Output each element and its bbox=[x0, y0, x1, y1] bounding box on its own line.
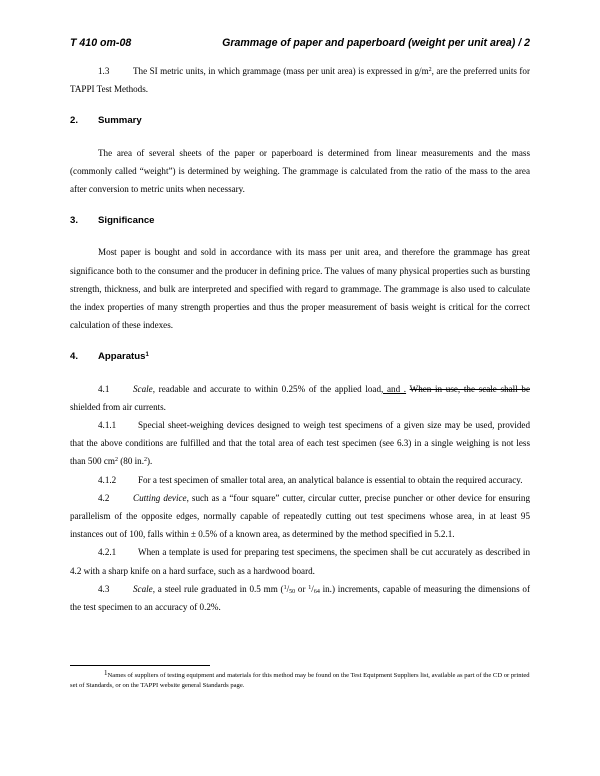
paragraph-1-3: 1.3 The SI metric units, in which grammage (mass per unit area) is expressed in $g/m^2$, are the preferred units for TAPPI Test Methods. bbox=[70, 62, 530, 98]
footnote-mark: 1 bbox=[104, 669, 108, 677]
section-heading-summary: 2. Summary bbox=[70, 115, 142, 127]
section-heading-significance: 3. Significance bbox=[70, 215, 155, 227]
footnote bbox=[70, 668, 530, 691]
paragraph-4-1-2: 4.1.2 For a test specimen of smaller total area, an analytical balance is essential to obtain the required accuracy. bbox=[98, 474, 523, 485]
footnote-divider bbox=[70, 665, 210, 666]
running-header-left: T 410 om-08 bbox=[70, 37, 132, 49]
section-heading-apparatus: 4. Apparatus$^1$ bbox=[70, 351, 149, 363]
footnote-reference[interactable]: 1 bbox=[145, 352, 149, 359]
paragraph-4-2-1: 4.2.1 When a template is used for preparing test specimens, the specimen shall be cut accurately as described in 4.2 with a sharp knife on a hard surface, such as a hardwood board. bbox=[70, 547, 530, 576]
paragraph-4-2: 4.2 Cutting device, such as a “four square” cutter, circular cutter, precise puncher or other device for ensuring parallelism of the opposite edges, normally capable of repeatedly cutting out test specimens whose area, in at least 95 instances out of 100, falls within ± 0.5% of a known area, as determined by the method specified in 5.2.1. bbox=[70, 492, 531, 540]
deleted-text: When in use, the scale shall be bbox=[409, 383, 530, 394]
footnote-text: Names of suppliers of testing equipment and materials for this method may be found on the Test Equipment Suppliers list, available as part of the CD or printed set of Standards, or on the TAPPI website general Standards page. bbox=[70, 672, 530, 689]
summary-paragraph: The area of several sheets of the paper or paperboard is determined from linear measurements and the mass (commonly called “weight”) is determined by weighing. The grammage is calculated from the ratio of the mass to the area after conversion to metric units when necessary. bbox=[70, 147, 530, 195]
inserted-text: , and . bbox=[381, 383, 407, 394]
paragraph-4-1-1: 4.1.1 Special sheet-weighing devices designed to weigh test specimens of a given size may be used, provided that the above conditions are fulfilled and that the total area of each test specimen (see 6.3) in a single weighing is not less than 500 $cm^2$ (80 in.$^2$). bbox=[70, 420, 530, 467]
paragraph-4-1: 4.1 Scale, readable and accurate to within 0.25% of the applied load, and . When in use, the scale shall be shielded from air currents. bbox=[70, 383, 530, 412]
running-header-right: Grammage of paper and paperboard (weight per unit area) / 2 bbox=[222, 37, 530, 49]
paragraph-number: 1.3 bbox=[98, 66, 110, 76]
page-body bbox=[70, 62, 530, 616]
paragraph-4-3: 4.3 Scale, a steel rule graduated in 0.5 mm ($^1/_{50}$ or $^1/_{64}$ in.) increments, capable of measuring the dimensions of the test specimen to an accuracy of 0.2%. bbox=[70, 583, 530, 613]
significance-paragraph: Most paper is bought and sold in accordance with its mass per unit area, and therefore the grammage has great significance both to the consumer and the producer in defining price. The values of many physical properties such as bursting strength, thickness, and bulk are interpreted and specified with regard to grammage. The grammage is also used to calculate the index properties of many strength properties and thus the proper measurement of basis weight is critical for the correct calculation of these indexes. bbox=[70, 247, 530, 331]
